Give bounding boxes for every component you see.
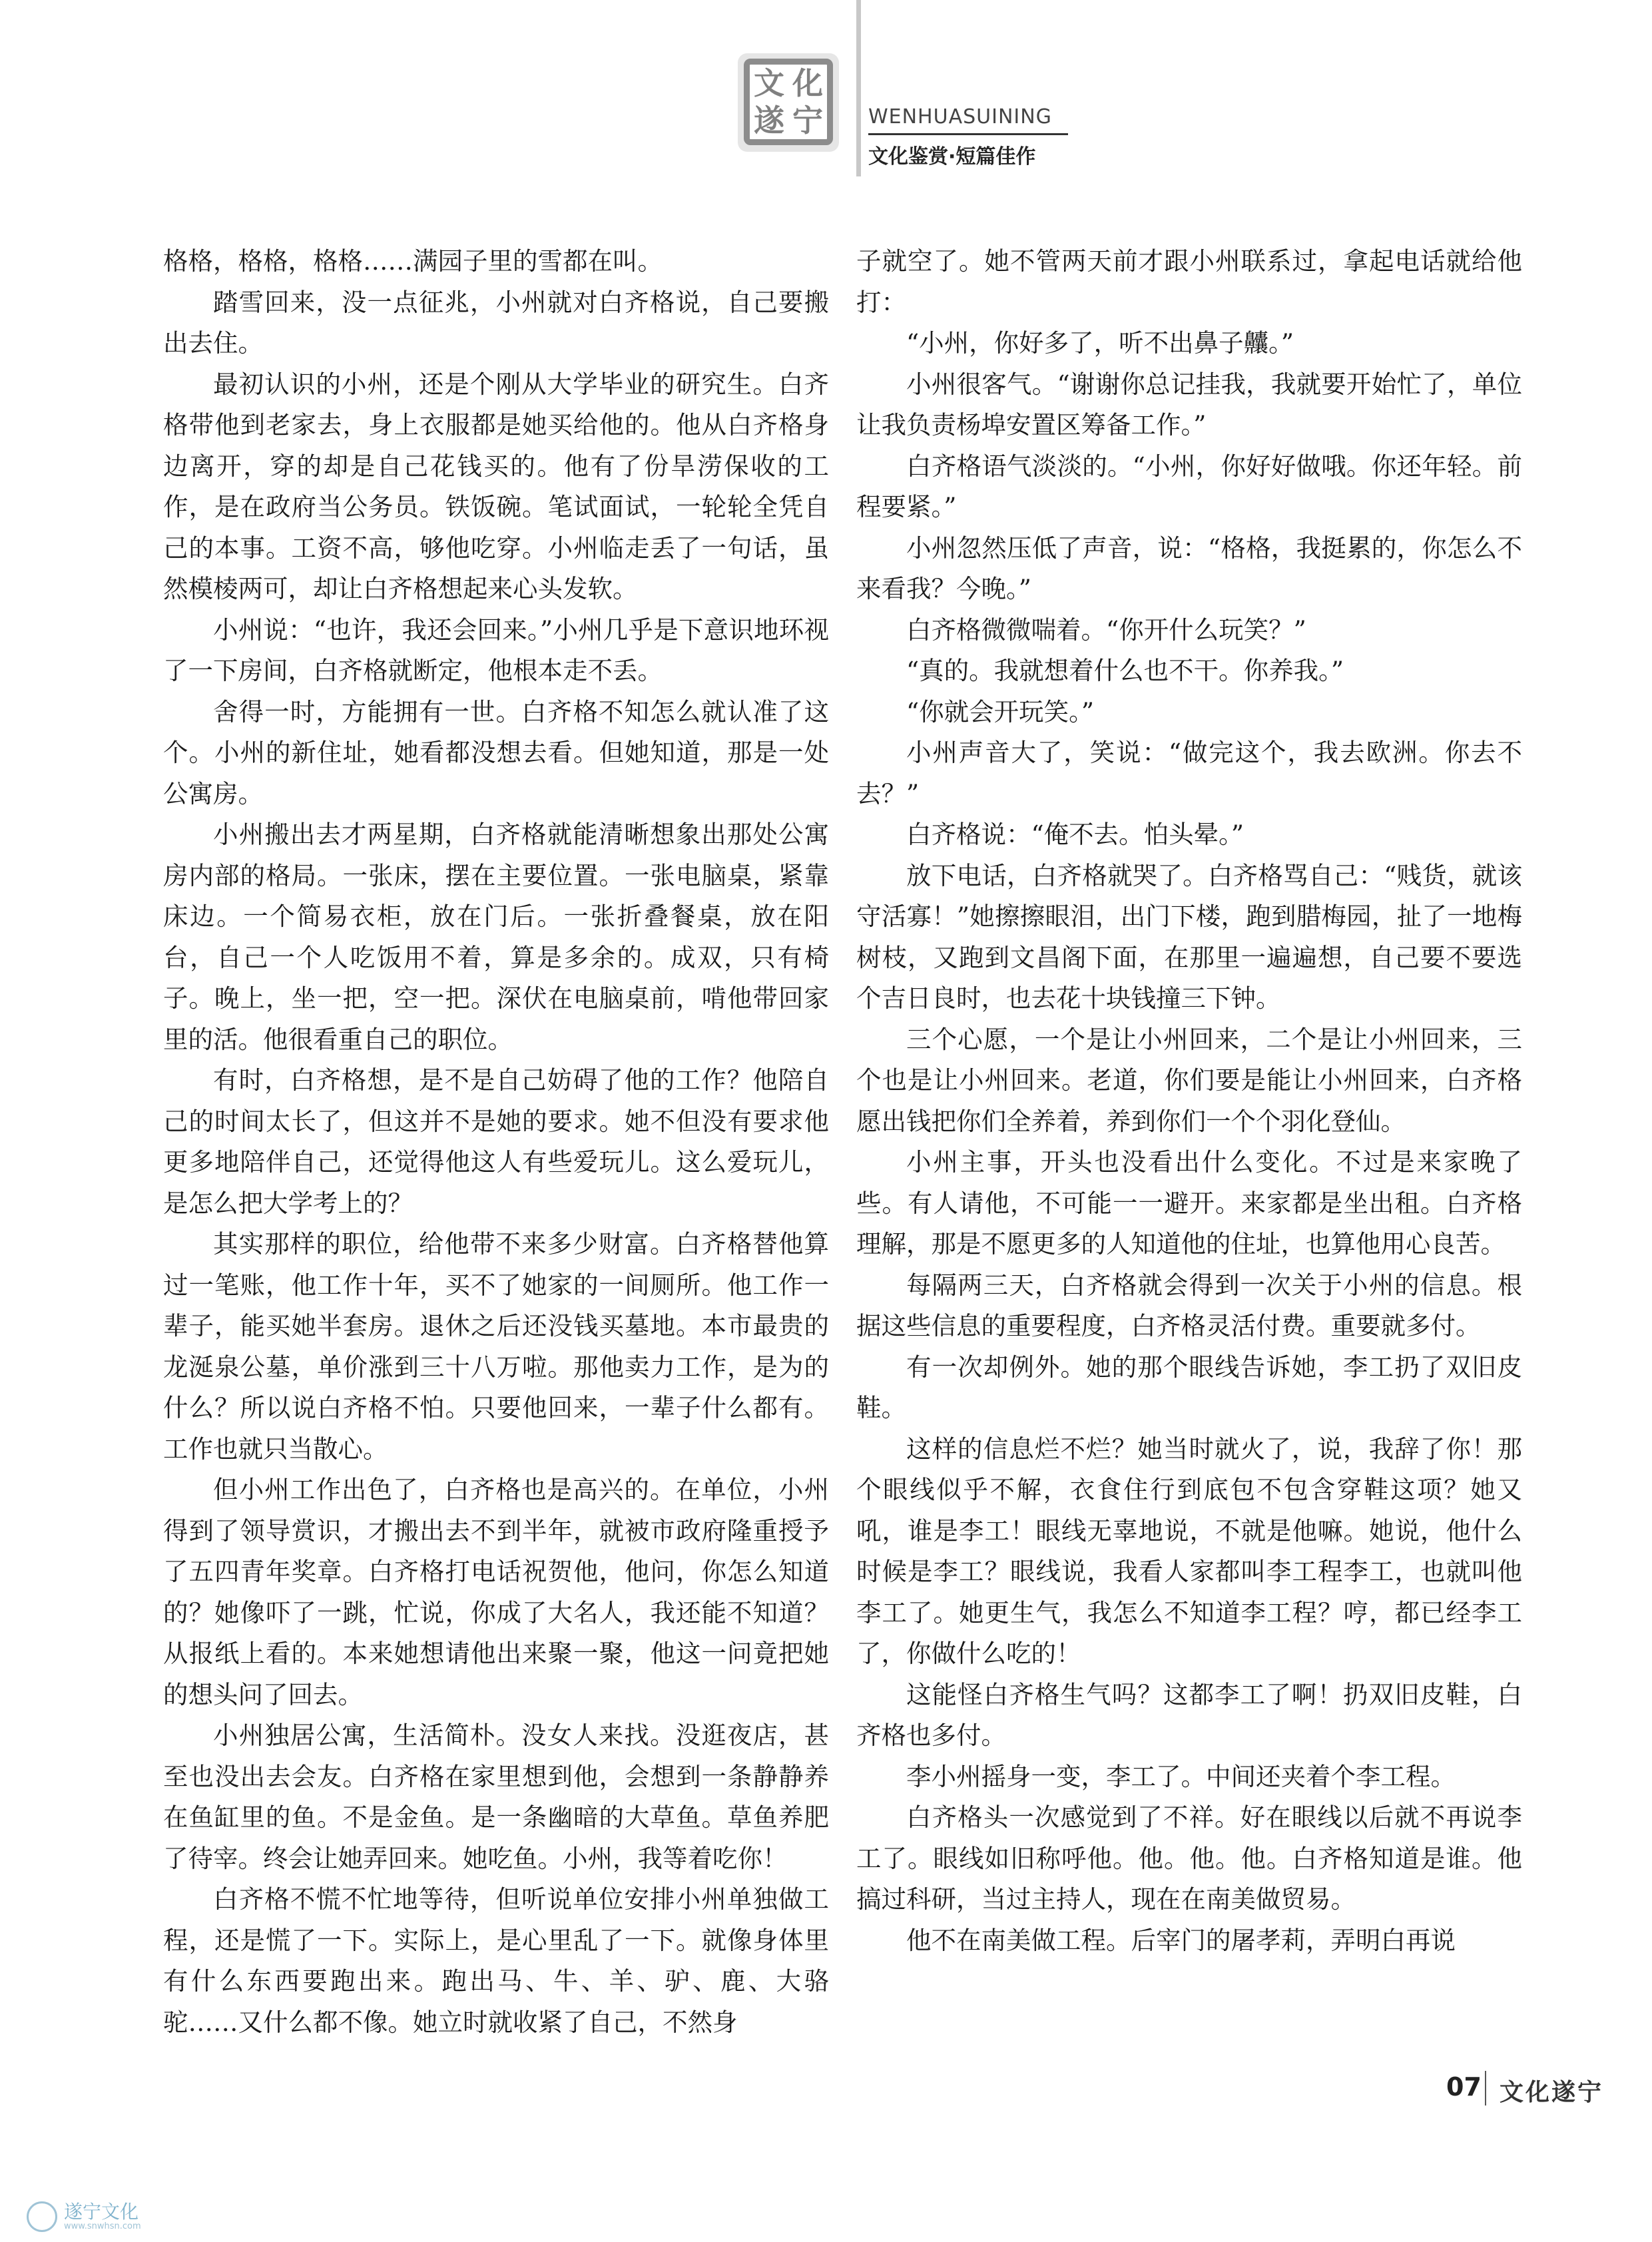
footer-magazine-name: 文化遂宁 <box>1500 2078 1604 2106</box>
header-divider <box>868 133 1068 135</box>
article-column-left <box>163 241 829 2043</box>
seal-char: 宁 <box>792 103 823 139</box>
paragraph: 白齐格不慌不忙地等待，但听说单位安排小州单独做工程，还是慌了一下。实际上，是心里乱了一下。就像身体里有什么东西要跑出来。跑出马、牛、羊、驴、鹿、大骆驼……又什么都不像。她立时就收紧了自己，不然身 <box>163 1884 829 2037</box>
paragraph: 其实那样的职位，给他带不来多少财富。白齐格替他算过一笔账，他工作十年，买不了她家的一间厕所。他工作一辈子，能买她半套房。退休之后还没钱买墓地。本市最贵的龙涎泉公墓，单价涨到三十八万啦。那他卖力工作，是为的什么？所以说白齐格不怕。只要他回来，一辈子什么都有。工作也就只当散心。 <box>163 1229 829 1464</box>
paragraph: 这能怪白齐格生气吗？这都李工了啊！扔双旧皮鞋，白齐格也多付。 <box>856 1679 1522 1750</box>
watermark-text: 遂宁文化 <box>64 2201 139 2223</box>
paragraph: 有时，白齐格想，是不是自己妨碍了他的工作？他陪自己的时间太长了，但这并不是她的要求。她不但没有要求他更多地陪伴自己，还觉得他这人有些爱玩儿。这么爱玩儿，是怎么把大学考上的？ <box>163 1065 829 1218</box>
paragraph: “真的。我就想着什么也不干。你养我。” <box>906 656 1344 685</box>
paragraph: 踏雪回来，没一点征兆，小州就对白齐格说，自己要搬出去住。 <box>163 287 829 358</box>
paragraph: 但小州工作出色了，白齐格也是高兴的。在单位，小州得到了领导赏识，才搬出去不到半年，就被市政府隆重授予了五四青年奖章。白齐格打电话祝贺他，他问，你怎么知道的？她像吓了一跳，忙说，你成了大名人，我还能不知道？从报纸上看的。本来她想请他出来聚一聚，他这一问竟把她的想头问了回去。 <box>163 1475 829 1709</box>
paragraph: 子就空了。她不管两天前才跟小州联系过，拿起电话就给他打： <box>856 246 1522 317</box>
paragraph: 小州主事，开头也没看出什么变化。不过是来家晚了些。有人请他，不可能一一避开。来家都是坐出租。白齐格理解，那是不愿更多的人知道他的住址，也算他用心良苦。 <box>856 1147 1522 1259</box>
page-number: 07 <box>1446 2072 1482 2102</box>
article-column-right <box>856 241 1522 1961</box>
paragraph: 白齐格微微喘着。“你开什么玩笑？” <box>906 615 1306 645</box>
paragraph: 舍得一时，方能拥有一世。白齐格不知怎么就认准了这个。小州的新住址，她看都没想去看。但她知道，那是一处公寓房。 <box>163 697 829 808</box>
paragraph: “你就会开玩笑。” <box>906 697 1095 726</box>
paragraph: 这样的信息烂不烂？她当时就火了，说，我辞了你！那个眼线似乎不解，衣食住行到底包不包含穿鞋这项？她又吼，谁是李工！眼线无辜地说，不就是他嘛。她说，他什么时候是李工？眼线说，我看人家都叫李工程李工，也就叫他李工了。她更生气，我怎么不知道李工程？哼，都已经李工了，你做什么吃的！ <box>856 1434 1522 1668</box>
paragraph: 有一次却例外。她的那个眼线告诉她，李工扔了双旧皮鞋。 <box>856 1352 1522 1422</box>
seal-char: 遂 <box>754 103 784 139</box>
paragraph: 李小州摇身一变，李工了。中间还夹着个李工程。 <box>906 1761 1456 1791</box>
paragraph: 他不在南美做工程。后宰门的屠孝莉，弄明白再说 <box>906 1925 1456 1955</box>
paragraph: 白齐格说：“俺不去。怕头晕。” <box>906 820 1244 849</box>
header-gray-rule <box>856 0 861 176</box>
footer-separator <box>1485 2071 1486 2105</box>
paragraph: 小州说：“也许，我还会回来。”小州几乎是下意识地环视了一下房间，白齐格就断定，他根本走不丢。 <box>163 615 829 685</box>
watermark-url: www.snwhsn.com <box>64 2221 141 2231</box>
paragraph: “小州，你好多了，听不出鼻子齉。” <box>906 328 1294 358</box>
paragraph: 白齐格头一次感觉到了不祥。好在眼线以后就不再说李工了。眼线如旧称呼他。他。他。他。白齐格知道是谁。他搞过科研，当过主持人，现在在南美做贸易。 <box>856 1803 1522 1914</box>
paragraph: 最初认识的小州，还是个刚从大学毕业的研究生。白齐格带他到老家去，身上衣服都是她买给他的。他从白齐格身边离开，穿的却是自己花钱买的。他有了份旱涝保收的工作，是在政府当公务员。铁饭碗。笔试面试，一轮轮全凭自己的本事。工资不高，够他吃穿。小州临走丢了一句话，虽然模棱两可，却让白齐格想起来心头发软。 <box>163 369 829 603</box>
section-title: 文化鉴赏·短篇佳作 <box>868 145 1036 168</box>
seal-char: 化 <box>792 65 823 101</box>
paragraph: 格格，格格，格格……满园子里的雪都在叫。 <box>163 246 663 276</box>
seal-char: 文 <box>754 65 784 101</box>
magazine-name-en: WENHUASUINING <box>868 105 1052 129</box>
paragraph: 放下电话，白齐格就哭了。白齐格骂自己：“贱货，就该守活寡！”她擦擦眼泪，出门下楼，跑到腊梅园，扯了一地梅树枝，又跑到文昌阁下面，在那里一遍遍想，自己要不要选个吉日良时，也去花十块钱撞三下钟。 <box>856 860 1522 1013</box>
paragraph: 三个心愿，一个是让小州回来，二个是让小州回来，三个也是让小州回来。老道，你们要是能让小州回来，白齐格愿出钱把你们全养着，养到你们一个个羽化登仙。 <box>856 1024 1522 1136</box>
watermark-logo-icon <box>27 2201 57 2232</box>
paragraph: 白齐格语气淡淡的。“小州，你好好做哦。你还年轻。前程要紧。” <box>856 451 1522 521</box>
magazine-seal-logo <box>744 59 833 145</box>
paragraph: 每隔两三天，白齐格就会得到一次关于小州的信息。根据这些信息的重要程度，白齐格灵活付费。重要就多付。 <box>856 1270 1522 1340</box>
paragraph: 小州很客气。“谢谢你总记挂我，我就要开始忙了，单位让我负责杨埠安置区筹备工作。” <box>856 369 1522 439</box>
paragraph: 小州声音大了，笑说：“做完这个，我去欧洲。你去不去？” <box>856 738 1522 808</box>
paragraph: 小州搬出去才两星期，白齐格就能清晰想象出那处公寓房内部的格局。一张床，摆在主要位置。一张电脑桌，紧靠床边。一个简易衣柜，放在门后。一张折叠餐桌，放在阳台，自己一个人吃饭用不着，算是多余的。成双，只有椅子。晚上，坐一把，空一把。深伏在电脑桌前，啃他带回家里的活。他很看重自己的职位。 <box>163 820 829 1054</box>
paragraph: 小州忽然压低了声音，说：“格格，我挺累的，你怎么不来看我？今晚。” <box>856 533 1522 603</box>
paragraph: 小州独居公寓，生活简朴。没女人来找。没逛夜店，甚至也没出去会友。白齐格在家里想到他，会想到一条静静养在鱼缸里的鱼。不是金鱼。是一条幽暗的大草鱼。草鱼养肥了待宰。终会让她弄回来。她吃鱼。小州，我等着吃你！ <box>163 1721 829 1873</box>
